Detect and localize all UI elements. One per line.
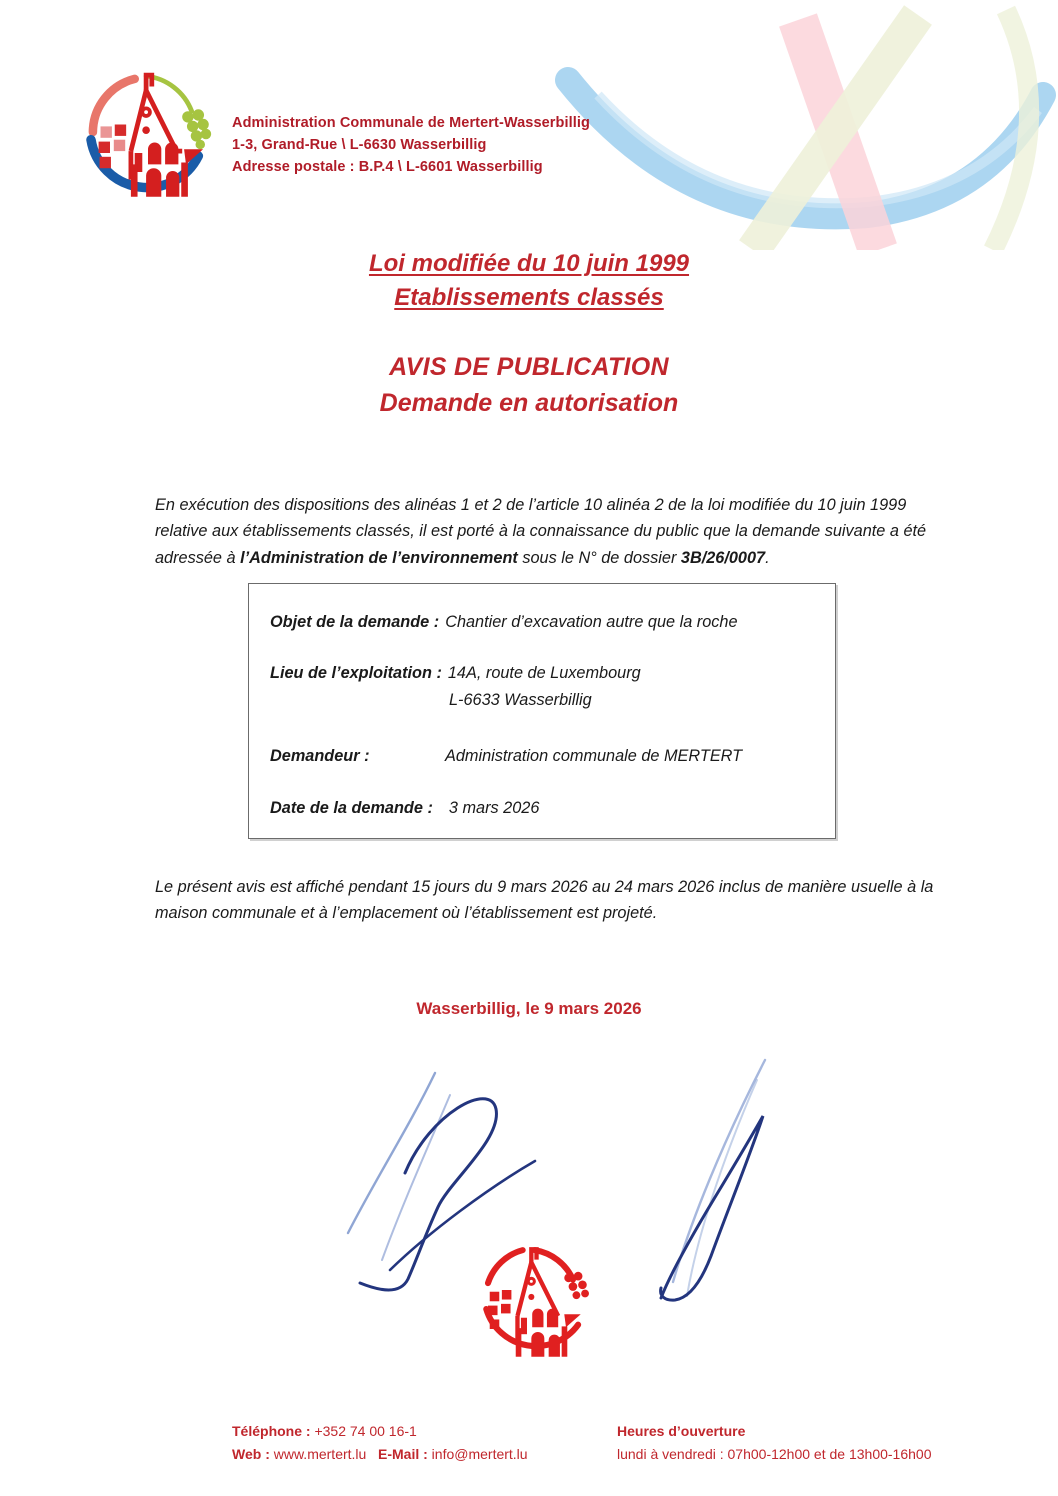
footer-contact-block xyxy=(232,1420,617,1465)
display-notice-paragraph: Le présent avis est affiché pendant 15 jours du 9 mars 2026 au 24 mars 2026 inclus de manière usuelle à la maison communale et à l’emplacement où l’établissement est projeté. xyxy=(155,878,934,923)
intro-paragraph xyxy=(155,492,955,571)
hours-label: Heures d’ouverture xyxy=(617,1423,746,1439)
detail-row-date xyxy=(270,799,539,818)
detail-row-objet xyxy=(270,613,738,632)
demandeur-value: Administration communale de MERTERT xyxy=(445,747,743,765)
footer-web-line xyxy=(232,1443,617,1466)
footer-hours-block xyxy=(617,1420,1037,1465)
web-value[interactable]: www.mertert.lu xyxy=(269,1445,367,1462)
page-footer xyxy=(232,1420,1037,1465)
letterhead-header xyxy=(72,58,590,210)
postal-address: Adresse postale : B.P.4 \ L-6601 Wasserbillig xyxy=(232,159,543,176)
intro-text-part-3: . xyxy=(765,548,770,567)
place-and-date: Wasserbillig, le 9 mars 2026 xyxy=(416,999,642,1018)
lieu-value-line-1: 14A, route de Luxembourg xyxy=(447,664,641,682)
date-value: 3 mars 2026 xyxy=(448,799,540,817)
authority-name: l’Administration de l’environnement xyxy=(240,548,518,567)
notice-title xyxy=(0,349,1058,421)
lieu-value-line-2: L-6633 Wasserbillig xyxy=(449,691,592,709)
phone-value: +352 74 00 16-1 xyxy=(310,1423,417,1439)
objet-label: Objet de la demande : xyxy=(270,613,440,631)
email-value[interactable]: info@mertert.lu xyxy=(427,1445,528,1462)
detail-row-lieu-continued xyxy=(449,691,592,710)
detail-row-demandeur xyxy=(270,747,742,766)
intro-text-part-1: En exécution des dispositions des alinéas 1 et 2 de l’article 10 alinéa 2 de la loi modifiée du 10 juin 1999 relative aux établissements classés, il est porté à la connaissance du public que la demande suivante a été adressée à xyxy=(155,496,927,567)
organization-name: Administration Communale de Mertert-Wasserbillig xyxy=(232,115,590,131)
law-title-line-2: Etablissements classés xyxy=(394,284,664,312)
handwritten-signature-icon xyxy=(645,1050,865,1320)
mertert-wasserbillig-coat-of-arms-icon xyxy=(72,58,224,210)
footer-phone-line xyxy=(232,1420,617,1443)
request-details-box xyxy=(248,583,836,839)
street-address: 1-3, Grand-Rue \ L-6630 Wasserbillig xyxy=(232,137,487,154)
dossier-number: 3B/26/0007 xyxy=(680,548,766,567)
law-title-line-1: Loi modifiée du 10 juin 1999 xyxy=(368,250,690,277)
law-title xyxy=(0,247,1058,315)
email-label: E-Mail : xyxy=(378,1445,428,1462)
demandeur-label: Demandeur : xyxy=(270,747,370,765)
intro-text-part-2: sous le N° de dossier xyxy=(517,548,681,567)
web-label: Web : xyxy=(232,1445,270,1462)
phone-label: Téléphone : xyxy=(232,1423,311,1439)
notice-title-line-1: AVIS DE PUBLICATION xyxy=(389,353,669,381)
date-label: Date de la demande : xyxy=(270,799,433,817)
decorative-swoosh-graphic xyxy=(538,0,1058,250)
detail-row-lieu xyxy=(270,664,641,683)
objet-value: Chantier d’excavation autre que la roche xyxy=(445,613,738,631)
letterhead-address-block xyxy=(232,58,590,178)
handwritten-signature-icon xyxy=(330,1055,580,1305)
notice-title-line-2: Demande en autorisation xyxy=(379,389,679,417)
hours-value: lundi à vendredi : 07h00-12h00 et de 13h00-16h00 xyxy=(617,1445,932,1462)
lieu-label: Lieu de l’exploitation : xyxy=(270,664,442,682)
